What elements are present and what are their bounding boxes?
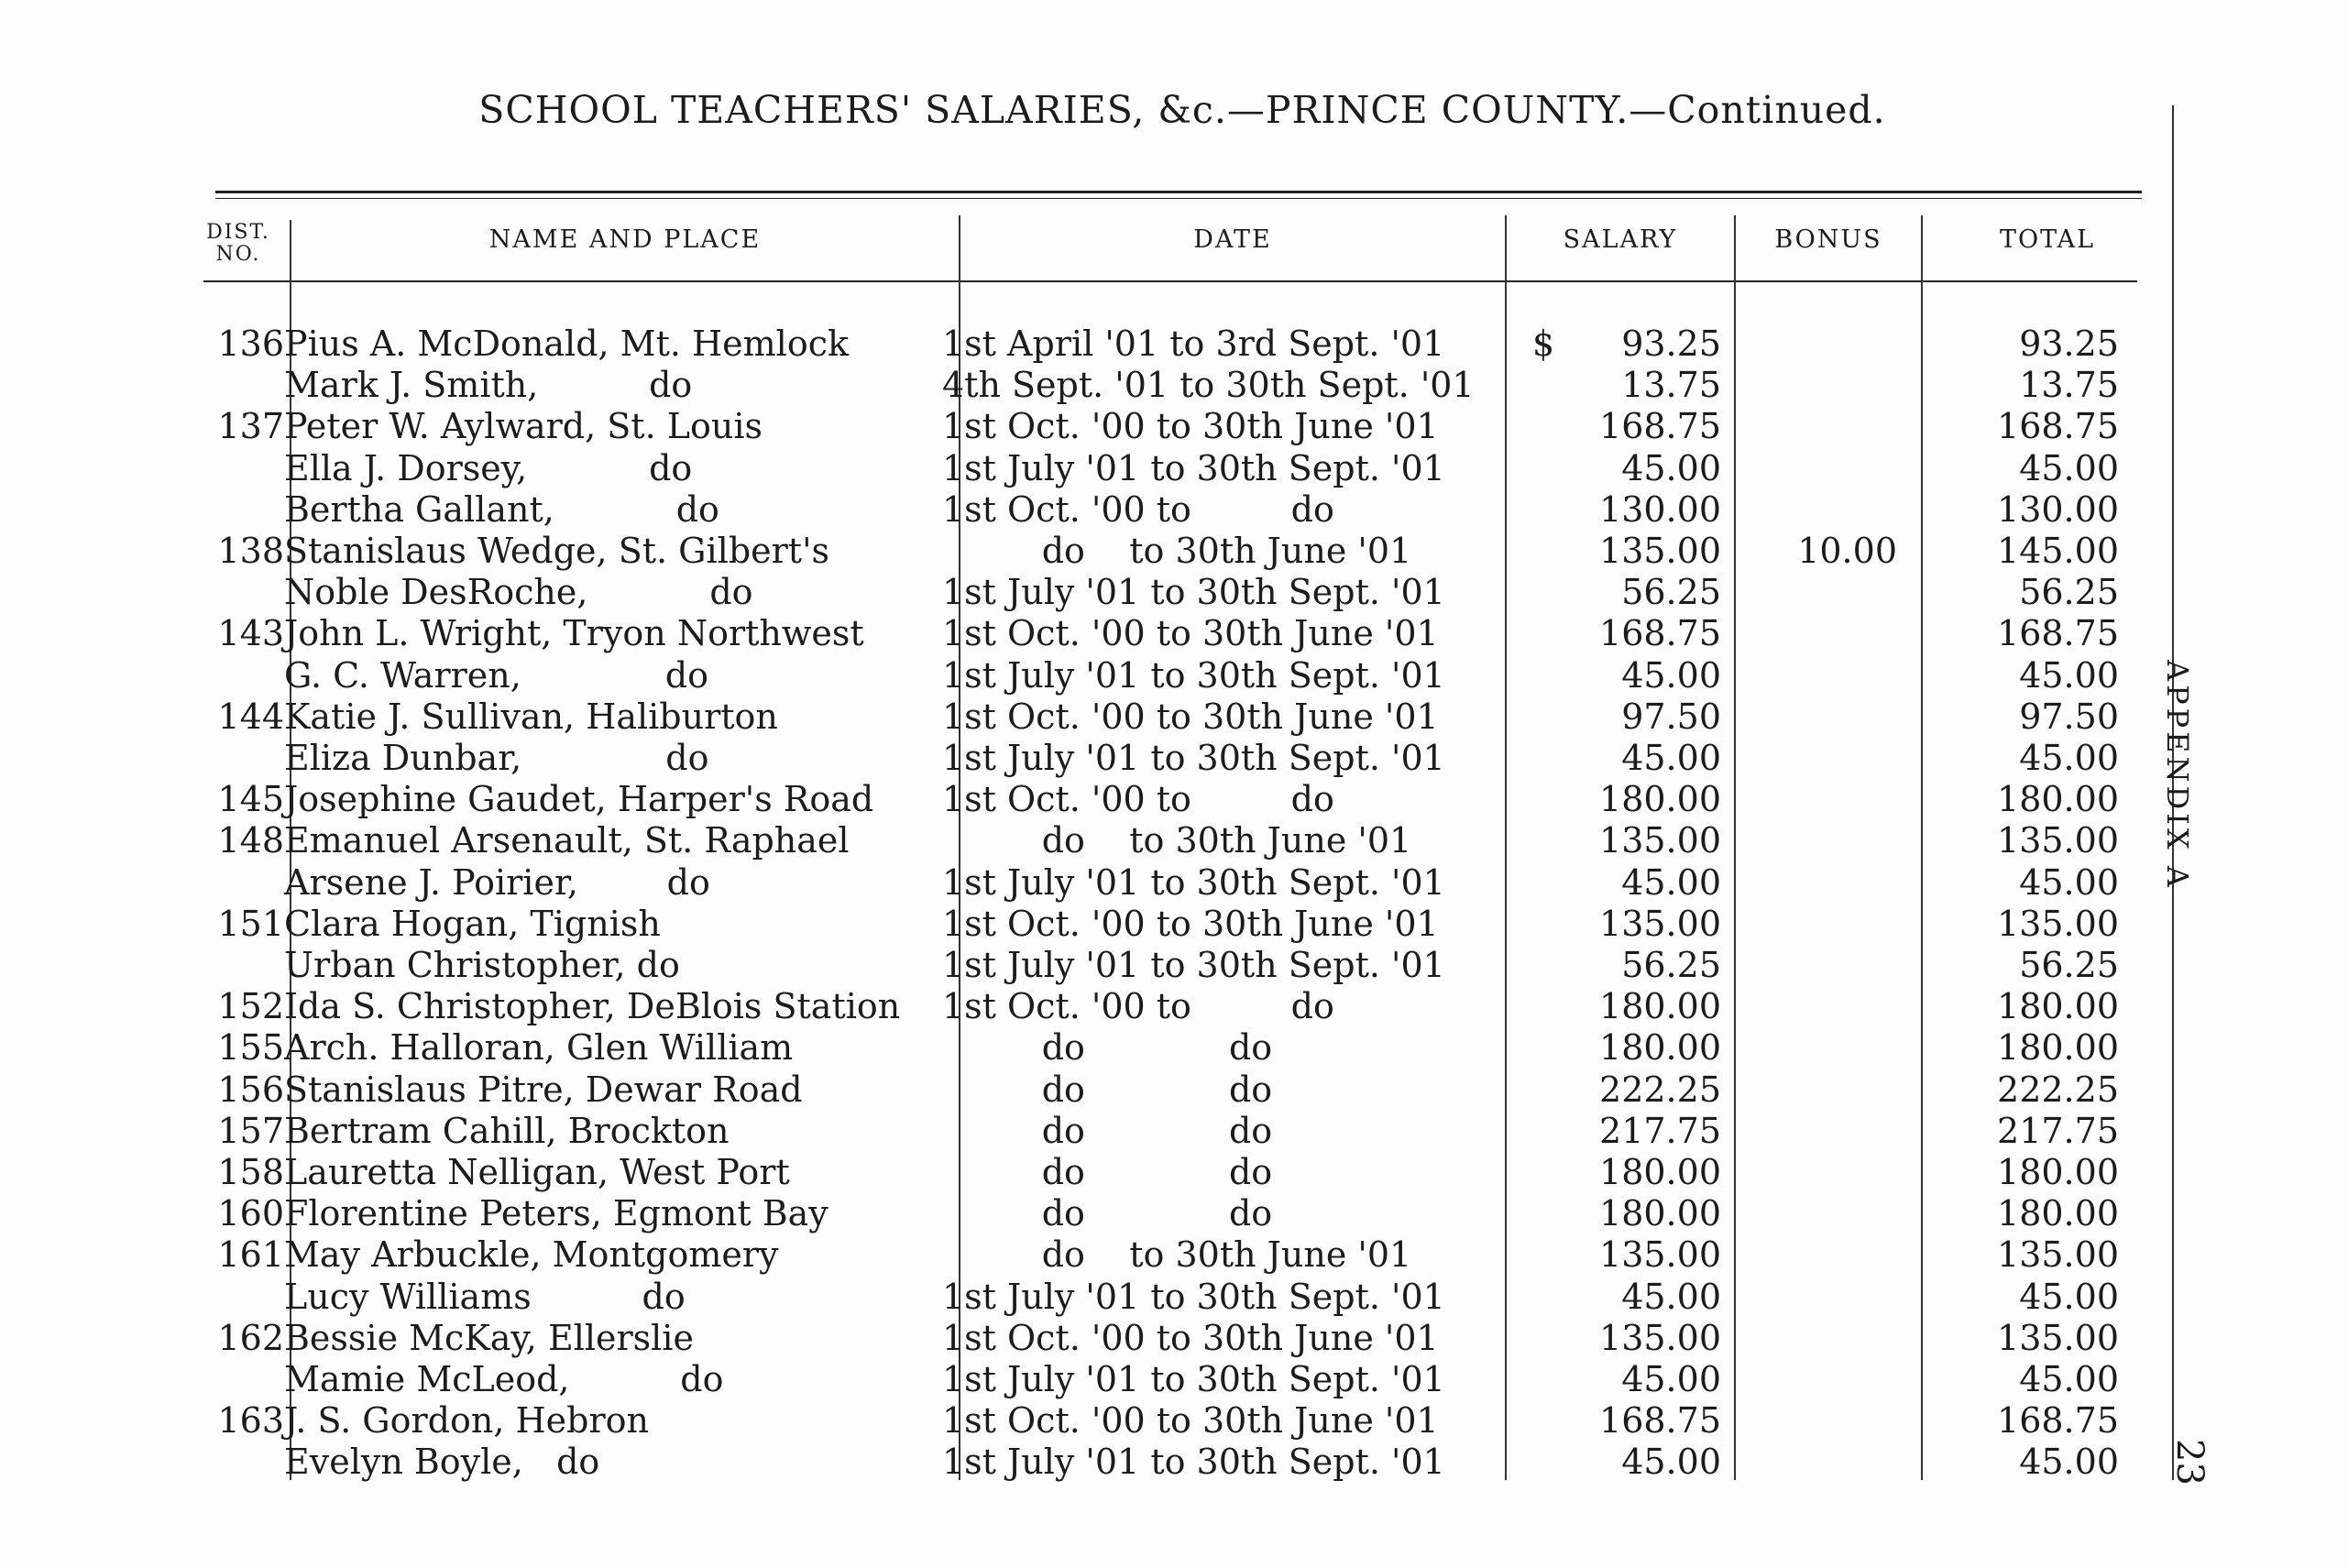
table-row xyxy=(192,448,2119,489)
table-row xyxy=(192,365,2119,406)
total-header: TOTAL xyxy=(1999,225,2096,254)
table-row xyxy=(192,1442,2119,1483)
date-cell: 1st Oct. '00 to do xyxy=(942,986,1334,1027)
total-cell: 135.00 xyxy=(1997,1317,2119,1358)
dist-cell xyxy=(192,945,284,986)
total-cell: 135.00 xyxy=(1997,903,2119,944)
name-cell: Arsene J. Poirier, do xyxy=(284,861,710,903)
salary-cell: 222.25 xyxy=(1599,1069,1721,1110)
salary-cell: 135.00 xyxy=(1599,903,1721,944)
bonus-cell xyxy=(1721,862,1897,904)
date-cell: 1st Oct. '00 to 30th June '01 xyxy=(942,1400,1439,1442)
total-cell: 222.25 xyxy=(1997,1069,2119,1110)
table-row xyxy=(192,406,2119,447)
dist-cell: 136 xyxy=(217,323,284,364)
dist-cell: 155 xyxy=(217,1027,284,1069)
bonus-cell xyxy=(1721,489,1897,531)
bonus-cell xyxy=(1721,696,1897,738)
salary-cell: 135.00 xyxy=(1599,1234,1721,1276)
header-top-rule-thin xyxy=(215,198,2142,199)
dist-cell: 163 xyxy=(217,1400,284,1442)
salary-cell: 168.75 xyxy=(1599,613,1721,654)
name-cell: Bertha Gallant, do xyxy=(284,488,719,530)
dist-cell: 156 xyxy=(217,1069,284,1110)
bonus-cell xyxy=(1721,1152,1897,1193)
salary-cell: 45.00 xyxy=(1621,1276,1721,1317)
salary-cell: 168.75 xyxy=(1599,406,1721,447)
total-cell: 130.00 xyxy=(1997,488,2119,530)
dist-header-top: DIST. xyxy=(206,221,270,244)
name-cell: J. S. Gordon, Hebron xyxy=(284,1400,649,1442)
bonus-cell xyxy=(1721,448,1897,489)
salary-cell: 180.00 xyxy=(1599,1193,1721,1234)
total-cell: 45.00 xyxy=(2019,447,2119,488)
salary-cell: 130.00 xyxy=(1599,488,1721,530)
date-cell: do to 30th June '01 xyxy=(942,1234,1412,1276)
table-row xyxy=(192,1400,2119,1442)
date-cell: 1st Oct. '00 to 30th June '01 xyxy=(942,696,1439,737)
dist-cell xyxy=(192,1277,284,1318)
bonus-cell xyxy=(1721,1400,1897,1442)
total-cell: 56.25 xyxy=(2019,945,2119,986)
total-cell: 180.00 xyxy=(1997,1027,2119,1069)
name-cell: Arch. Halloran, Glen William xyxy=(284,1027,794,1069)
name-cell: Stanislaus Wedge, St. Gilbert's xyxy=(284,531,830,572)
table-row xyxy=(192,779,2119,820)
salary-cell: 93.25 xyxy=(1621,323,1721,364)
name-cell: Lucy Williams do xyxy=(284,1276,686,1317)
dist-cell: 161 xyxy=(217,1234,284,1276)
table-row xyxy=(192,1277,2119,1318)
salary-cell: 180.00 xyxy=(1599,1152,1721,1193)
salary-cell: 45.00 xyxy=(1621,861,1721,903)
name-cell: Florentine Peters, Egmont Bay xyxy=(284,1193,828,1234)
header-top-rule xyxy=(215,191,2142,193)
name-cell: Peter W. Aylward, St. Louis xyxy=(284,406,763,447)
salary-cell: 13.75 xyxy=(1621,365,1721,406)
date-cell: do to 30th June '01 xyxy=(942,531,1412,572)
dist-cell xyxy=(192,1359,284,1400)
date-cell: 1st July '01 to 30th Sept. '01 xyxy=(942,1276,1445,1317)
salary-cell: 180.00 xyxy=(1599,986,1721,1027)
dist-cell xyxy=(192,365,284,406)
name-cell: John L. Wright, Tryon Northwest xyxy=(284,613,864,654)
dist-cell: 162 xyxy=(217,1317,284,1358)
bonus-header: BONUS xyxy=(1774,225,1882,254)
date-cell: do do xyxy=(942,1027,1273,1069)
total-cell: 180.00 xyxy=(1997,1193,2119,1234)
total-cell: 145.00 xyxy=(1997,531,2119,572)
bonus-cell xyxy=(1721,1442,1897,1483)
total-cell: 45.00 xyxy=(2019,1276,2119,1317)
bonus-cell xyxy=(1721,820,1897,861)
bonus-cell xyxy=(1721,1277,1897,1318)
total-cell: 180.00 xyxy=(1997,779,2119,820)
dist-cell xyxy=(192,655,284,696)
name-cell: Emanuel Arsenault, St. Raphael xyxy=(284,820,850,861)
dist-cell xyxy=(192,448,284,489)
date-cell: do do xyxy=(942,1069,1273,1110)
bonus-cell xyxy=(1721,572,1897,613)
dist-cell: 138 xyxy=(217,531,284,572)
page-number: 23 xyxy=(2168,1439,2211,1486)
date-cell: 1st July '01 to 30th Sept. '01 xyxy=(942,447,1445,488)
date-cell: 1st Oct. '00 to 30th June '01 xyxy=(942,903,1439,944)
table-row xyxy=(192,945,2119,986)
name-cell: Ida S. Christopher, DeBlois Station xyxy=(284,986,901,1027)
name-cell: Eliza Dunbar, do xyxy=(284,738,709,779)
name-cell: Ella J. Dorsey, do xyxy=(284,447,693,488)
dist-header-bottom: NO. xyxy=(215,243,261,266)
date-cell: do to 30th June '01 xyxy=(942,820,1412,861)
table-row xyxy=(192,1152,2119,1193)
name-cell: Urban Christopher, do xyxy=(284,945,680,986)
bonus-cell xyxy=(1721,1318,1897,1359)
date-cell: 1st Oct. '00 to 30th June '01 xyxy=(942,1317,1439,1358)
table-row xyxy=(192,572,2119,613)
total-cell: 180.00 xyxy=(1997,1152,2119,1193)
table-row xyxy=(192,489,2119,531)
total-cell: 135.00 xyxy=(1997,1234,2119,1276)
dist-cell: 137 xyxy=(217,406,284,447)
bonus-cell xyxy=(1721,613,1897,654)
table-row xyxy=(192,323,2119,365)
salary-cell: 135.00 xyxy=(1599,531,1721,572)
total-cell: 45.00 xyxy=(2019,1442,2119,1483)
name-cell: Pius A. McDonald, Mt. Hemlock xyxy=(284,323,850,364)
date-cell: 1st July '01 to 30th Sept. '01 xyxy=(942,654,1445,696)
date-cell: 1st July '01 to 30th Sept. '01 xyxy=(942,738,1445,779)
date-cell: 1st April '01 to 3rd Sept. '01 xyxy=(942,323,1445,364)
total-cell: 135.00 xyxy=(1997,820,2119,861)
dist-cell xyxy=(192,572,284,613)
name-cell: Bessie McKay, Ellerslie xyxy=(284,1317,694,1358)
table-row xyxy=(192,531,2119,572)
date-cell: 1st Oct. '00 to do xyxy=(942,488,1334,530)
total-cell: 45.00 xyxy=(2019,738,2119,779)
table-row xyxy=(192,1193,2119,1234)
table-row xyxy=(192,1234,2119,1276)
salary-cell: 56.25 xyxy=(1621,945,1721,986)
dist-cell: 160 xyxy=(217,1193,284,1234)
bonus-cell xyxy=(1721,986,1897,1027)
salary-table xyxy=(192,323,2119,1484)
table-row xyxy=(192,904,2119,945)
bonus-cell xyxy=(1721,738,1897,779)
salary-cell: 45.00 xyxy=(1621,1442,1721,1483)
table-row xyxy=(192,738,2119,779)
date-cell: 1st Oct. '00 to 30th June '01 xyxy=(942,613,1439,654)
total-cell: 45.00 xyxy=(2019,861,2119,903)
total-cell: 180.00 xyxy=(1997,986,2119,1027)
salary-cell: 180.00 xyxy=(1599,779,1721,820)
table-row xyxy=(192,862,2119,904)
total-cell: 45.00 xyxy=(2019,654,2119,696)
total-cell: 56.25 xyxy=(2019,572,2119,613)
bonus-cell xyxy=(1721,1193,1897,1234)
dist-cell xyxy=(192,489,284,531)
dist-cell: 158 xyxy=(217,1152,284,1193)
salary-cell: 135.00 xyxy=(1599,1317,1721,1358)
date-cell: 4th Sept. '01 to 30th Sept. '01 xyxy=(942,365,1475,406)
date-cell: 1st July '01 to 30th Sept. '01 xyxy=(942,1442,1445,1483)
salary-cell: 168.75 xyxy=(1599,1400,1721,1442)
bonus-cell xyxy=(1721,779,1897,820)
salary-cell: 45.00 xyxy=(1621,1359,1721,1400)
date-cell: do do xyxy=(942,1152,1273,1193)
name-cell: May Arbuckle, Montgomery xyxy=(284,1234,779,1276)
salary-header: SALARY xyxy=(1563,225,1678,254)
page-title: SCHOOL TEACHERS' SALARIES, &c.—PRINCE COUNTY.—Continued. xyxy=(478,88,1886,132)
dist-cell xyxy=(192,738,284,779)
dist-cell: 157 xyxy=(217,1110,284,1151)
table-row xyxy=(192,655,2119,696)
salary-cell: 97.50 xyxy=(1621,696,1721,737)
salary-cell: 56.25 xyxy=(1621,572,1721,613)
table-row xyxy=(192,986,2119,1027)
name-cell: Bertram Cahill, Brockton xyxy=(284,1110,730,1151)
bonus-cell: 10.00 xyxy=(1797,531,1897,572)
table-row xyxy=(192,1359,2119,1400)
name-cell: Evelyn Boyle, do xyxy=(284,1442,600,1483)
salary-cell: 180.00 xyxy=(1599,1027,1721,1069)
bonus-cell xyxy=(1721,323,1897,365)
date-cell: 1st July '01 to 30th Sept. '01 xyxy=(942,1359,1445,1400)
date-cell: do do xyxy=(942,1193,1273,1234)
total-cell: 13.75 xyxy=(2019,365,2119,406)
salary-cell: 45.00 xyxy=(1621,447,1721,488)
bonus-cell xyxy=(1721,406,1897,447)
total-cell: 217.75 xyxy=(1997,1110,2119,1151)
table-row xyxy=(192,1027,2119,1069)
bonus-cell xyxy=(1721,1069,1897,1111)
name-cell: G. C. Warren, do xyxy=(284,654,709,696)
table-row xyxy=(192,1111,2119,1152)
bonus-cell xyxy=(1721,1027,1897,1069)
name-cell: Clara Hogan, Tignish xyxy=(284,903,661,944)
bonus-cell xyxy=(1721,655,1897,696)
dist-cell: 144 xyxy=(217,696,284,737)
name-cell: Lauretta Nelligan, West Port xyxy=(284,1152,790,1193)
total-cell: 168.75 xyxy=(1997,406,2119,447)
bonus-cell xyxy=(1721,365,1897,406)
name-cell: Mamie McLeod, do xyxy=(284,1359,724,1400)
dist-no-header xyxy=(197,222,280,266)
date-cell: 1st July '01 to 30th Sept. '01 xyxy=(942,945,1445,986)
salary-table-body xyxy=(192,323,2119,1484)
date-header: DATE xyxy=(1193,225,1272,254)
table-row xyxy=(192,1318,2119,1359)
name-cell: Mark J. Smith, do xyxy=(284,365,693,406)
table-row xyxy=(192,820,2119,861)
total-cell: 97.50 xyxy=(2019,696,2119,737)
bonus-cell xyxy=(1721,1359,1897,1400)
total-cell: 45.00 xyxy=(2019,1359,2119,1400)
bonus-cell xyxy=(1721,1234,1897,1276)
dist-cell: 148 xyxy=(217,820,284,861)
date-cell: 1st Oct. '00 to do xyxy=(942,779,1334,820)
name-cell: Josephine Gaudet, Harper's Road xyxy=(284,779,874,820)
total-cell: 168.75 xyxy=(1997,1400,2119,1442)
dist-cell: 143 xyxy=(217,613,284,654)
name-cell: Stanislaus Pitre, Dewar Road xyxy=(284,1069,803,1110)
salary-cell: 217.75 xyxy=(1599,1110,1721,1151)
salary-cell: 45.00 xyxy=(1621,654,1721,696)
date-cell: 1st Oct. '00 to 30th June '01 xyxy=(942,406,1439,447)
total-cell: 168.75 xyxy=(1997,613,2119,654)
salary-cell: 45.00 xyxy=(1621,738,1721,779)
header-bottom-rule xyxy=(203,280,2137,282)
dist-cell: 151 xyxy=(217,903,284,944)
dist-cell xyxy=(192,1442,284,1483)
date-cell: 1st July '01 to 30th Sept. '01 xyxy=(942,861,1445,903)
salary-cell: 135.00 xyxy=(1599,820,1721,861)
date-cell: 1st July '01 to 30th Sept. '01 xyxy=(942,572,1445,613)
dist-cell: 152 xyxy=(217,986,284,1027)
name-place-header: NAME AND PLACE xyxy=(488,225,762,254)
appendix-side-label: APPENDIX A xyxy=(2160,660,2195,891)
bonus-cell xyxy=(1721,945,1897,986)
date-cell: do do xyxy=(942,1110,1273,1151)
table-row xyxy=(192,613,2119,654)
name-cell: Katie J. Sullivan, Haliburton xyxy=(284,696,778,737)
currency-symbol: $ xyxy=(1532,323,1555,364)
name-cell: Noble DesRoche, do xyxy=(284,572,753,613)
bonus-cell xyxy=(1721,904,1897,945)
dist-cell xyxy=(192,862,284,904)
table-row xyxy=(192,696,2119,738)
dist-cell: 145 xyxy=(217,779,284,820)
bonus-cell xyxy=(1721,1111,1897,1152)
total-cell: 93.25 xyxy=(2019,323,2119,364)
table-row xyxy=(192,1069,2119,1111)
